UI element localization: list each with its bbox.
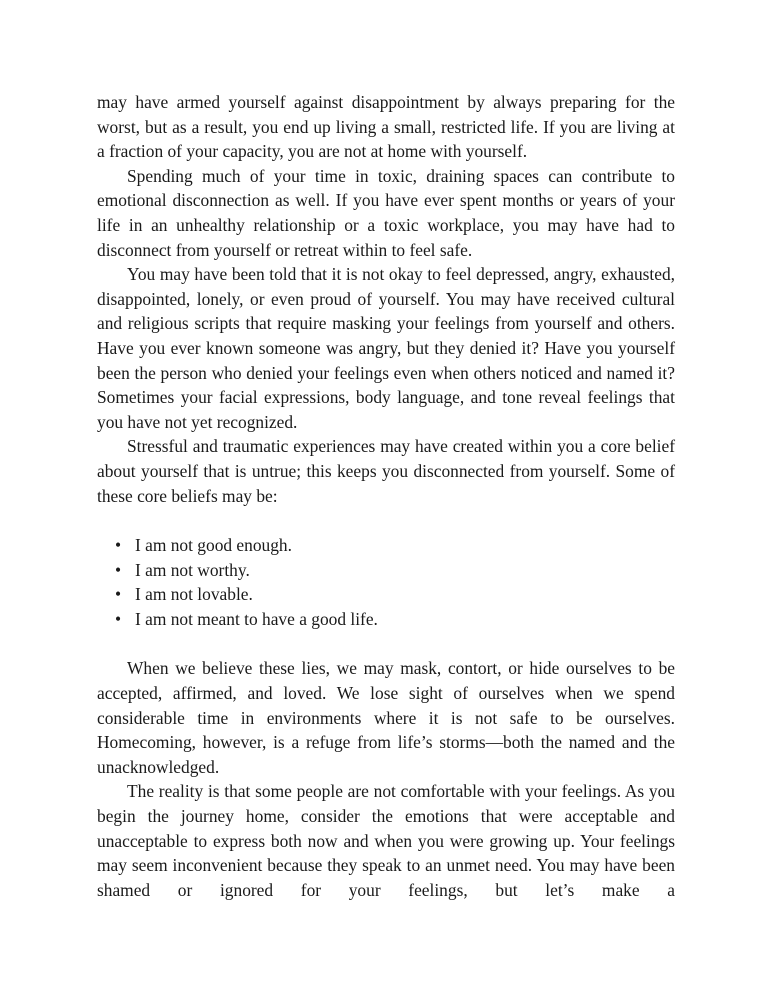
list-item bbox=[115, 533, 675, 558]
bullet-glyph: • bbox=[115, 535, 122, 556]
list-item bbox=[115, 582, 675, 607]
bullet-glyph: • bbox=[115, 584, 122, 605]
list-item bbox=[115, 558, 675, 583]
core-beliefs-list bbox=[97, 533, 675, 631]
paragraph-masking-feelings: You may have been told that it is not okay to feel depressed, angry, exhausted, disappointed, lonely, or even proud of yourself. You may have received cultural and religious scripts that require masking your feelings from yourself and others. Have you ever known someone was angry, but they denied it? Have you yourself been the person who denied your feelings even when others noticed and named it? Sometimes your facial expressions, body language, and tone reveal feelings that you have not yet recognized. bbox=[97, 264, 675, 432]
paragraph-continuation: may have armed yourself against disappointment by always preparing for the worst, but as a result, you end up living a small, restricted life. If you are living at a fraction of your capacity, you are not at home with yourself. bbox=[97, 92, 675, 162]
paragraph-reality-feelings: The reality is that some people are not comfortable with your feelings. As you begin the journey home, consider the emotions that were acceptable and unacceptable to express both now and when you were growing up. Your feelings may seem inconvenient because they speak to an unmet need. You may have been shamed or ignored for your feelings, but let’s make a bbox=[97, 781, 675, 900]
paragraph-believing-lies: When we believe these lies, we may mask, contort, or hide ourselves to be accepted, affirmed, and loved. We lose sight of ourselves when we spend considerable time in environments where it is not safe to be ourselves. Homecoming, however, is a refuge from life’s storms—both the named and the unacknowledged. bbox=[97, 658, 675, 777]
page-body bbox=[97, 90, 675, 902]
bullet-glyph: • bbox=[115, 608, 122, 629]
paragraph-core-beliefs-intro: Stressful and traumatic experiences may have created within you a core belief about yourself that is untrue; this keeps you disconnected from yourself. Some of these core beliefs may be: bbox=[97, 436, 675, 506]
paragraph-toxic-spaces: Spending much of your time in toxic, draining spaces can contribute to emotional disconnection as well. If you have ever spent months or years of your life in an unhealthy relationship or a toxic workplace, you may have had to disconnect from yourself or retreat within to feel safe. bbox=[97, 165, 675, 260]
list-item-text: I am not lovable. bbox=[135, 584, 253, 605]
list-item-text: I am not good enough. bbox=[135, 535, 292, 556]
list-item bbox=[115, 607, 675, 632]
bullet-glyph: • bbox=[115, 559, 122, 580]
list-item-text: I am not meant to have a good life. bbox=[135, 608, 378, 629]
list-item-text: I am not worthy. bbox=[135, 559, 250, 580]
